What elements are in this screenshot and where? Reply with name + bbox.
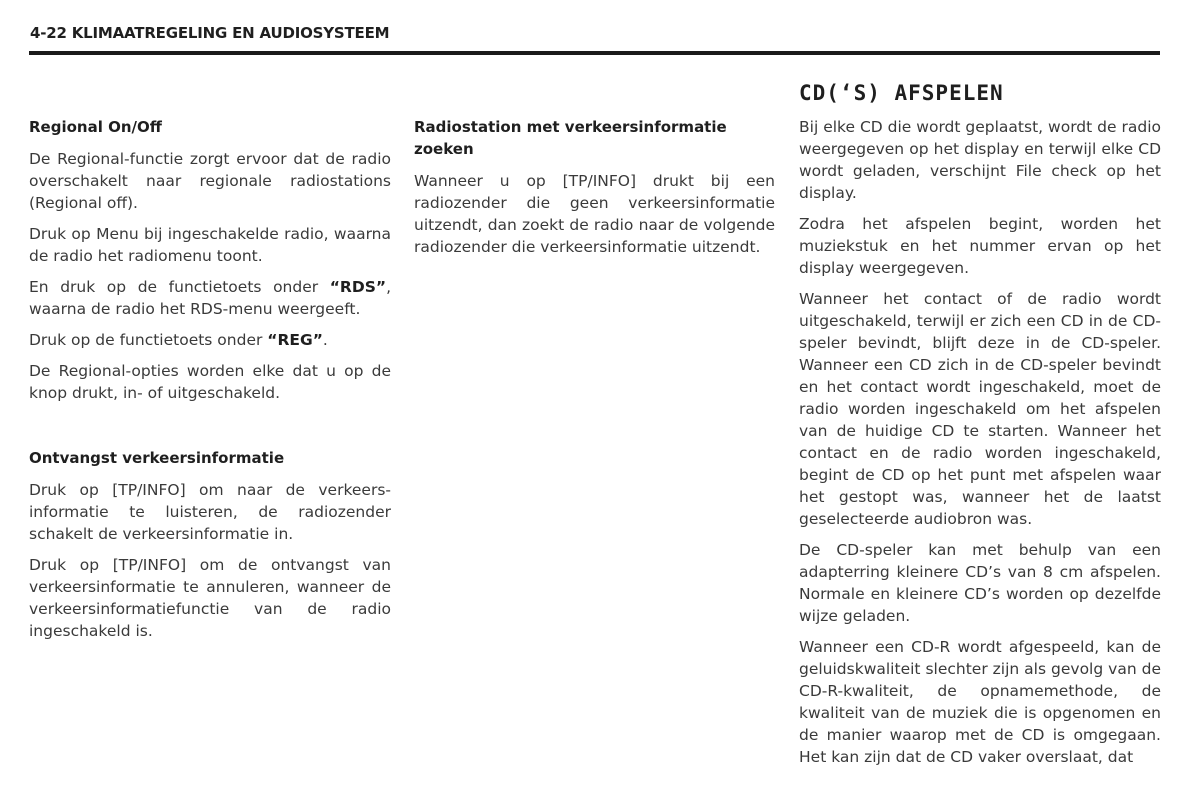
section-spacer (29, 413, 391, 447)
traffic-paragraph-1: Druk op [TP/INFO] om naar de verkeers-informatie te luisteren, de radiozender schakelt de verkeersinformatie in. (29, 481, 391, 543)
regional-heading: Regional On/Off (29, 118, 162, 136)
cd-paragraph-4: De CD-speler kan met behulp van een adapterring kleinere CD’s van 8 cm afspelen. Normale en kleinere CD’s worden op dezelfde wijze geladen. (799, 541, 1161, 625)
regional-p3-text-b: , waarna de radio het RDS-menu weergeeft. (29, 278, 391, 318)
column-left (29, 116, 391, 651)
regional-paragraph-4 (29, 329, 391, 351)
regional-p3-text-a: En druk op de functietoets onder (29, 278, 330, 296)
column-middle (414, 116, 775, 267)
page-header: 4-22 KLIMAATREGELING EN AUDIOSYSTEEM (30, 24, 390, 42)
regional-paragraph-1: De Regional-functie zorgt ervoor dat de radio overschakelt naar regionale radiostations (Regional off). (29, 150, 391, 212)
header-rule (29, 51, 1160, 55)
regional-p4-text-a: Druk op de functietoets onder (29, 331, 268, 349)
cd-paragraph-5: Wanneer een CD-R wordt afgespeeld, kan de geluidskwaliteit slechter zijn als gevolg van de CD-R-kwaliteit, de opnamemethode, de kwaliteit van de muziek die is opgenomen en de manier waarop met de CD is omgegaan. Het kan zijn dat de CD vaker overslaat, dat (799, 638, 1161, 766)
reg-key-label: “REG” (267, 331, 323, 349)
traffic-paragraph-2: Druk op [TP/INFO] om de ontvangst van verkeersinformatie te annuleren, wanneer de verkeersinformatiefunctie van de radio ingeschakeld is. (29, 556, 391, 640)
regional-p4-text-b: . (322, 331, 328, 349)
regional-paragraph-3 (29, 276, 391, 320)
cd-section-title: CD(‘S) AFSPELEN (799, 81, 1004, 105)
cd-paragraph-3: Wanneer het contact of de radio wordt uitgeschakeld, terwijl er zich een CD in de CD-speler bevindt, blijft deze in de CD-speler. Wanneer een CD zich in de CD-speler bevindt en het contact wordt ingeschakeld, moet de radio worden ingeschakeld om het afspelen van de huidige CD te starten. Wanneer het contact en de radio worden ingeschakeld, begint de CD op het punt met afspelen waar het gestopt was, wanneer het de laatst geselecteerde audiobron was. (799, 290, 1161, 528)
regional-paragraph-2: Druk op Menu bij ingeschakelde radio, waarna de radio het radiomenu toont. (29, 225, 391, 265)
column-right (799, 78, 1161, 777)
traffic-search-paragraph: Wanneer u op [TP/INFO] drukt bij een radiozender die geen verkeersinformatie uitzendt, dan zoekt de radio naar de volgende radiozender die verkeersinformatie uitzendt. (414, 172, 775, 256)
cd-paragraph-2: Zodra het afspelen begint, worden het muziekstuk en het nummer ervan op het display weergegeven. (799, 215, 1161, 277)
cd-paragraph-1: Bij elke CD die wordt geplaatst, wordt de radio weergegeven op het display en terwijl elke CD wordt geladen, verschijnt File check op het display. (799, 118, 1161, 202)
traffic-search-heading: Radiostation met verkeersinformatie zoeken (414, 118, 727, 158)
rds-key-label: “RDS” (329, 278, 387, 296)
regional-paragraph-5: De Regional-opties worden elke dat u op de knop drukt, in- of uitgeschakeld. (29, 362, 391, 402)
traffic-heading: Ontvangst verkeersinformatie (29, 449, 285, 467)
